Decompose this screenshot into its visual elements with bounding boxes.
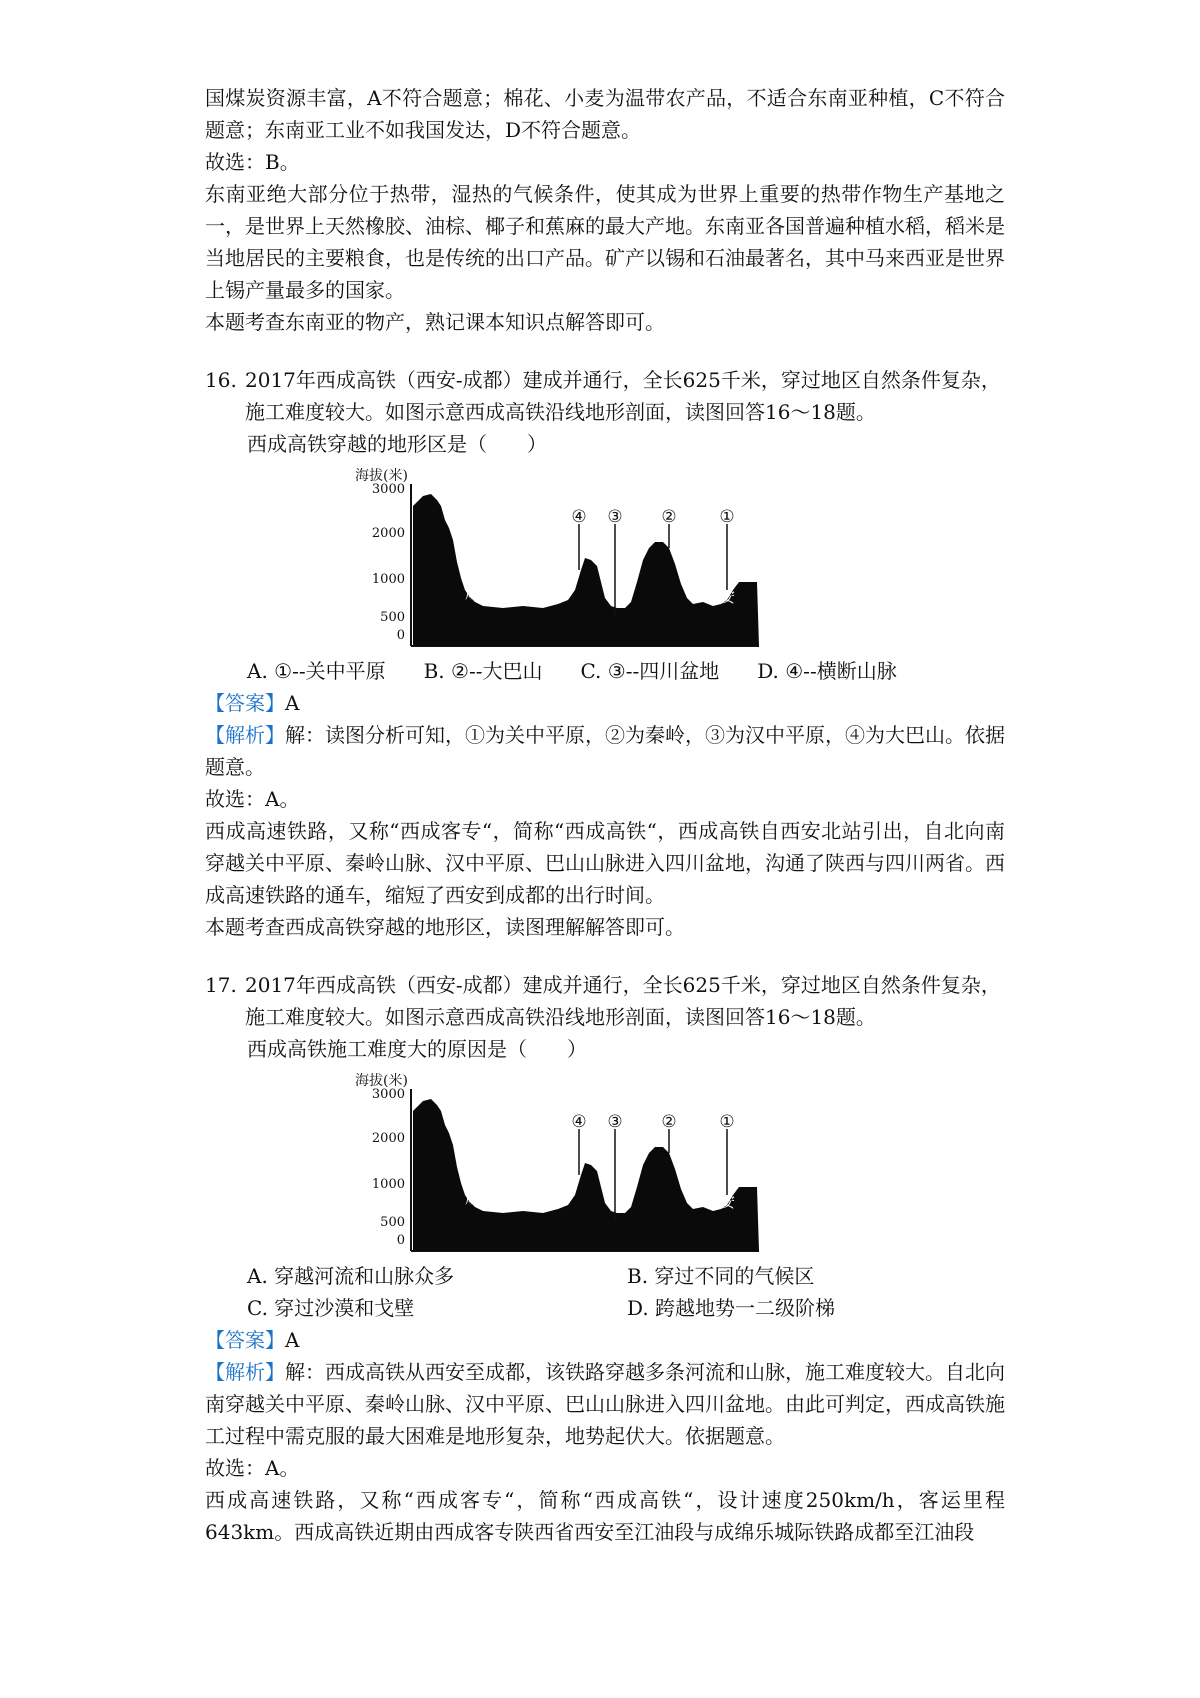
question-stem: 2017年西成高铁（西安-成都）建成并通行，全长625千米，穿过地区自然条件复杂，施工难度较大。如图示意西成高铁沿线地形剖面，读图回答16～18题。: [245, 973, 1001, 1029]
question-prompt: 西成高铁穿越的地形区是（ ）: [247, 432, 547, 456]
marker-label: ③: [607, 507, 623, 527]
document-page: [205, 82, 1005, 1548]
option-c: C. ③--四川盆地: [580, 659, 720, 683]
y-tick-label: 1000: [371, 1177, 405, 1192]
option-d: D. ④--横断山脉: [757, 659, 897, 683]
answer-value: A: [285, 1328, 300, 1352]
analysis-tag: 【解析】: [205, 1360, 285, 1384]
answer-tag: 【答案】: [205, 1328, 285, 1352]
marker-label: ③: [607, 1112, 623, 1132]
y-tick-label: 0: [396, 1233, 405, 1248]
marker-label: ①: [719, 507, 735, 527]
analysis-tag: 【解析】: [205, 723, 285, 747]
marker-label: ①: [719, 1112, 735, 1132]
option-b: B. ②--大巴山: [423, 659, 543, 683]
option-c: C. 穿过沙漠和戈壁: [247, 1296, 415, 1320]
city-label-chengdu: 成都: [465, 584, 496, 602]
summary-text: 本题考查西成高铁穿越的地形区，读图理解解答即可。: [205, 915, 685, 939]
question-16: [205, 364, 1005, 943]
terrain-profile-diagram: [353, 1071, 1005, 1258]
question-number: 16.: [205, 368, 237, 392]
question-prompt: 西成高铁施工难度大的原因是（ ）: [247, 1037, 587, 1061]
paragraph: 故选：B。: [205, 150, 300, 174]
y-axis-label: 海拔(米): [355, 1073, 408, 1089]
extra-text: 西成高速铁路，又称“西成客专“，简称“西成高铁“，西成高铁自西安北站引出，自北向南穿越关中平原、秦岭山脉、汉中平原、巴山山脉进入四川盆地，沟通了陕西与四川两省。西成高速铁路的通车，缩短了西安到成都的出行时间。: [205, 819, 1005, 907]
paragraph: 本题考查东南亚的物产，熟记课本知识点解答即可。: [205, 310, 665, 334]
option-d: D. 跨越地势一二级阶梯: [627, 1296, 836, 1320]
extra-text: 西成高速铁路，又称“西成客专“，简称“西成高铁“，设计速度250km/h，客运里程643km。西成高铁近期由西成客专陕西省西安至江油段与成绵乐城际铁路成都至江油段: [205, 1488, 1005, 1544]
option-a: A. ①--关中平原: [247, 659, 386, 683]
y-tick-label: 1000: [371, 572, 405, 587]
analysis-text: 解：读图分析可知，①为关中平原，②为秦岭，③为汉中平原，④为大巴山。依据题意。: [205, 723, 1005, 779]
city-label-xian: 西安: [705, 1193, 736, 1211]
options: [205, 1260, 1005, 1324]
paragraph: 东南亚绝大部分位于热带，湿热的气候条件，使其成为世界上重要的热带作物生产基地之一，是世界上天然橡胶、油棕、椰子和蕉麻的最大产地。东南亚各国普遍种植水稻，稻米是当地居民的主要粮食，也是传统的出口产品。矿产以锡和石油最著名，其中马来西亚是世界上锡产量最多的国家。: [205, 182, 1005, 302]
analysis-text: 解：西成高铁从西安至成都，该铁路穿越多条河流和山脉，施工难度较大。自北向南穿越关中平原、秦岭山脉、汉中平原、巴山山脉进入四川盆地。由此可判定，西成高铁施工过程中需克服的最大困难是地形复杂，地势起伏大。依据题意。: [205, 1360, 1005, 1448]
question-stem: 2017年西成高铁（西安-成都）建成并通行，全长625千米，穿过地区自然条件复杂，施工难度较大。如图示意西成高铁沿线地形剖面，读图回答16～18题。: [245, 368, 1001, 424]
question-number: 17.: [205, 973, 237, 997]
y-tick-label: 3000: [371, 1087, 405, 1102]
y-axis-label: 海拔(米): [355, 468, 408, 484]
marker-label: ④: [571, 507, 587, 527]
option-b: B. 穿过不同的气候区: [627, 1264, 815, 1288]
y-tick-label: 2000: [371, 1131, 405, 1146]
y-tick-label: 500: [380, 610, 405, 625]
marker-label: ④: [571, 1112, 587, 1132]
terrain-profile-diagram: [353, 466, 1005, 653]
answer-tag: 【答案】: [205, 691, 285, 715]
paragraph: 国煤炭资源丰富，A不符合题意；棉花、小麦为温带农产品，不适合东南亚种植，C不符合题意；东南亚工业不如我国发达，D不符合题意。: [205, 86, 1005, 142]
option-a: A. 穿越河流和山脉众多: [247, 1264, 455, 1288]
choice-text: 故选：A。: [205, 787, 300, 811]
city-label-xian: 西安: [705, 588, 736, 606]
question-17: [205, 969, 1005, 1548]
y-tick-label: 500: [380, 1215, 405, 1230]
answer-value: A: [285, 691, 300, 715]
city-label-chengdu: 成都: [465, 1189, 496, 1207]
marker-label: ②: [661, 1112, 677, 1132]
options: [205, 655, 1005, 687]
y-tick-label: 2000: [371, 526, 405, 541]
y-tick-label: 3000: [371, 482, 405, 497]
choice-text: 故选：A。: [205, 1456, 300, 1480]
y-tick-label: 0: [396, 628, 405, 643]
marker-label: ②: [661, 507, 677, 527]
